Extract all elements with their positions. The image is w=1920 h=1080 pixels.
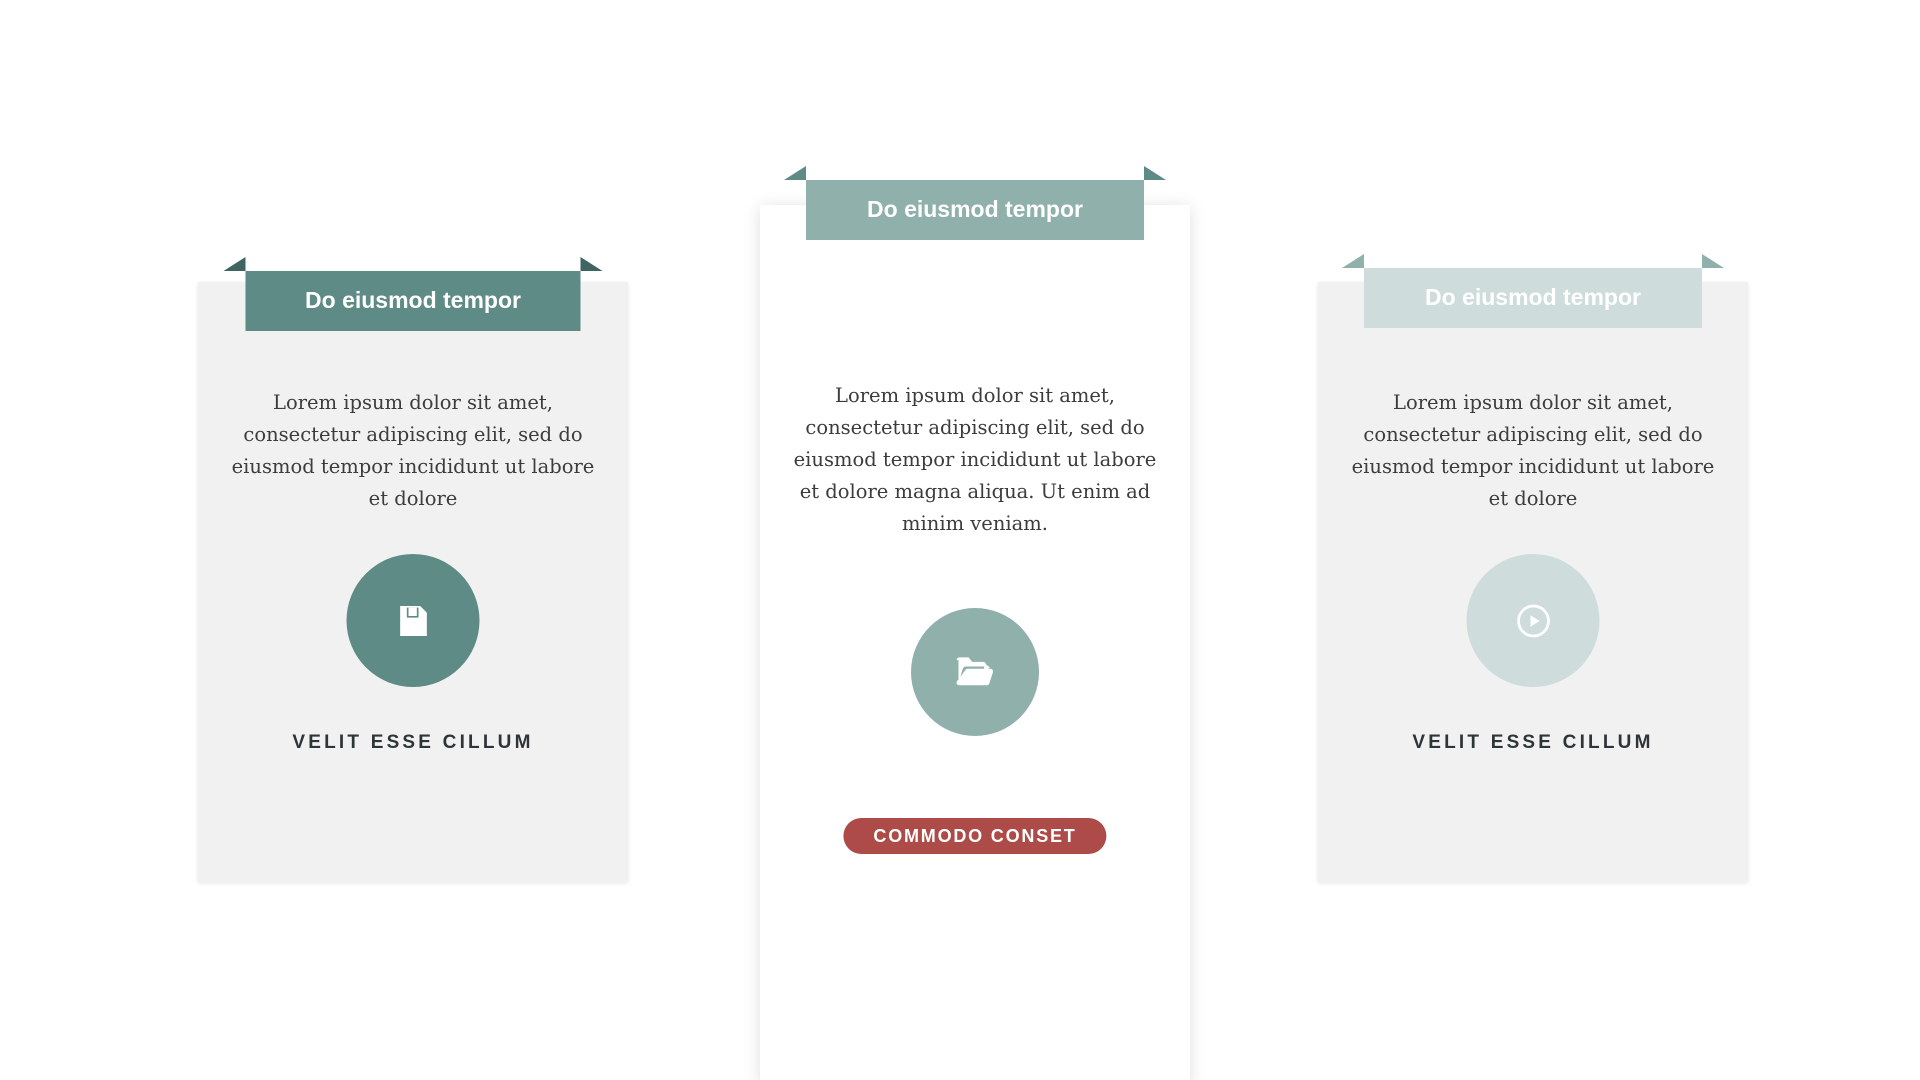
- card-right-body-text: Lorem ipsum dolor sit amet, consectetur adipiscing elit, sed do eiusmod tempor incididunt ut labore et dolore: [1351, 391, 1715, 510]
- save-icon: [393, 601, 433, 641]
- ribbon-fold-left-icon: [1342, 254, 1364, 268]
- card-left-icon-circle[interactable]: [347, 554, 480, 687]
- card-right-ribbon: [1364, 268, 1702, 328]
- ribbon-fold-left-icon: [224, 257, 246, 271]
- card-left-ribbon-label: Do eiusmod tempor: [246, 271, 581, 331]
- card-left-ribbon: [246, 271, 581, 331]
- folder-open-icon: [953, 650, 997, 694]
- card-left-body-text: Lorem ipsum dolor sit amet, consectetur adipiscing elit, sed do eiusmod tempor incididunt ut labore et dolore: [231, 391, 595, 510]
- card-center-body-text: Lorem ipsum dolor sit amet, consectetur adipiscing elit, sed do eiusmod tempor incididunt ut labore et dolore magna aliqua. Ut enim ad minim veniam.: [793, 384, 1157, 535]
- card-right-ribbon-label: Do eiusmod tempor: [1364, 268, 1702, 328]
- card-center[interactable]: [760, 196, 1190, 1080]
- card-right-caption: VELIT ESSE CILLUM: [1412, 732, 1654, 753]
- ribbon-fold-right-icon: [1702, 254, 1724, 268]
- card-left[interactable]: [198, 282, 628, 882]
- card-right-icon-circle[interactable]: [1467, 554, 1600, 687]
- card-left-caption: VELIT ESSE CILLUM: [292, 732, 534, 753]
- ribbon-fold-right-icon: [581, 257, 603, 271]
- card-center-icon-circle[interactable]: [911, 608, 1039, 736]
- commodo-conset-button[interactable]: COMMODO CONSET: [843, 818, 1106, 854]
- play-circle-icon: [1515, 603, 1551, 639]
- card-right[interactable]: [1318, 282, 1748, 882]
- card-center-ribbon-label: Do eiusmod tempor: [806, 180, 1144, 240]
- card-center-ribbon: [806, 180, 1144, 240]
- ribbon-fold-left-icon: [784, 166, 806, 180]
- ribbon-fold-right-icon: [1144, 166, 1166, 180]
